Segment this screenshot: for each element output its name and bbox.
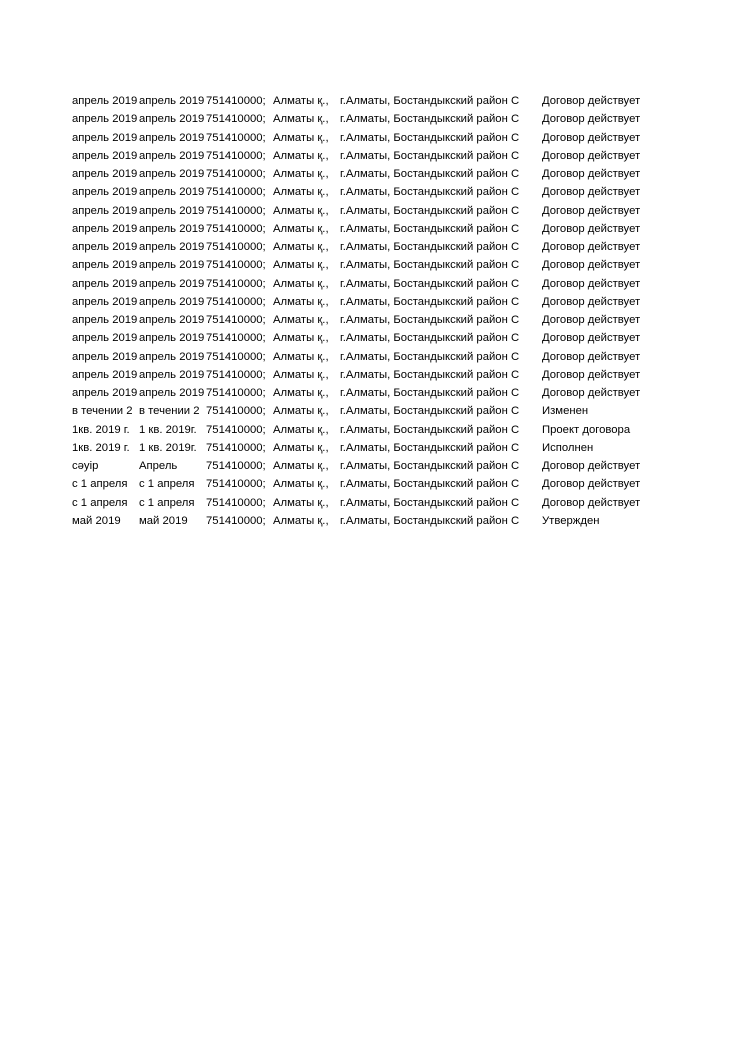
cell-period-ru: Апрель xyxy=(139,460,178,472)
table-row xyxy=(72,183,667,201)
cell-address: г.Алматы, Бостандыкский район С xyxy=(340,277,520,290)
cell-region: Алматы қ., xyxy=(273,460,329,472)
table-row xyxy=(72,147,667,165)
cell-code: 751410000; xyxy=(206,259,266,272)
cell-code: 751410000; xyxy=(206,149,266,162)
cell-region: Алматы қ., xyxy=(273,168,329,180)
cell-period: 1кв. 2019 г. xyxy=(72,441,130,454)
cell-region: Алматы қ., xyxy=(273,186,329,199)
cell-period: апрель 2019 xyxy=(72,113,138,126)
cell-period-ru: апрель 2019 xyxy=(139,168,205,180)
cell-region: Алматы қ., xyxy=(273,478,329,491)
table-row xyxy=(72,238,667,256)
cell-region: Алматы қ., xyxy=(273,241,329,253)
cell-region: Алматы қ., xyxy=(273,295,329,308)
cell-status: Исполнен xyxy=(542,441,594,454)
cell-period: апрель 2019 xyxy=(72,186,138,199)
cell-status: Договор действует xyxy=(542,314,641,326)
table-row xyxy=(72,202,667,220)
cell-code: 751410000; xyxy=(206,186,266,199)
cell-code: 751410000; xyxy=(206,332,266,345)
cell-period: апрель 2019 xyxy=(72,350,138,363)
table-row xyxy=(72,220,667,238)
cell-status: Утвержден xyxy=(542,514,600,527)
cell-status: Договор действует xyxy=(542,332,641,345)
cell-period: апрель 2019 xyxy=(72,332,138,345)
cell-status: Договор действует xyxy=(542,95,641,107)
cell-period: апрель 2019 xyxy=(72,277,138,290)
cell-status: Договор действует xyxy=(542,368,641,381)
cell-period-ru: апрель 2019 xyxy=(139,149,205,162)
cell-code: 751410000; xyxy=(206,496,266,509)
cell-code: 751410000; xyxy=(206,241,266,253)
cell-status: Договор действует xyxy=(542,460,641,472)
cell-status: Договор действует xyxy=(542,131,641,144)
cell-address: г.Алматы, Бостандыкский район С xyxy=(340,241,520,253)
cell-period: апрель 2019 xyxy=(72,314,138,326)
cell-period-ru: с 1 апреля xyxy=(139,478,195,491)
cell-period-ru: апрель 2019 xyxy=(139,131,205,144)
cell-code: 751410000; xyxy=(206,314,266,326)
cell-address: г.Алматы, Бостандыкский район С xyxy=(340,441,520,454)
cell-address: г.Алматы, Бостандыкский район С xyxy=(340,131,520,144)
cell-region: Алматы қ., xyxy=(273,423,329,436)
cell-address: г.Алматы, Бостандыкский район С xyxy=(340,95,520,107)
cell-period-ru: май 2019 xyxy=(139,514,188,527)
cell-status: Изменен xyxy=(542,405,589,418)
cell-code: 751410000; xyxy=(206,478,266,491)
cell-period: 1кв. 2019 г. xyxy=(72,423,130,436)
cell-period-ru: апрель 2019 xyxy=(139,204,205,217)
cell-address: г.Алматы, Бостандыкский район С xyxy=(340,368,520,381)
cell-address: г.Алматы, Бостандыкский район С xyxy=(340,514,520,527)
cell-status: Договор действует xyxy=(542,387,641,399)
table-row xyxy=(72,311,667,329)
table-row xyxy=(72,92,667,110)
cell-address: г.Алматы, Бостандыкский район С xyxy=(340,496,520,509)
cell-region: Алматы қ., xyxy=(273,514,329,527)
table-row xyxy=(72,402,667,420)
cell-address: г.Алматы, Бостандыкский район С xyxy=(340,405,520,418)
cell-period: апрель 2019 xyxy=(72,259,138,272)
cell-status: Проект договора xyxy=(542,423,631,436)
cell-status: Договор действует xyxy=(542,204,641,217)
cell-region: Алматы қ., xyxy=(273,149,329,162)
table-row xyxy=(72,165,667,183)
cell-period: в течении 2 xyxy=(72,405,133,418)
cell-region: Алматы қ., xyxy=(273,277,329,290)
cell-code: 751410000; xyxy=(206,350,266,363)
cell-period-ru: в течении 2 xyxy=(139,405,200,418)
table-row xyxy=(72,275,667,293)
cell-region: Алматы қ., xyxy=(273,332,329,345)
cell-address: г.Алматы, Бостандыкский район С xyxy=(340,259,520,272)
cell-period: апрель 2019 xyxy=(72,168,138,180)
cell-period-ru: апрель 2019 xyxy=(139,350,205,363)
cell-status: Договор действует xyxy=(542,496,641,509)
table-row xyxy=(72,329,667,347)
cell-region: Алматы қ., xyxy=(273,204,329,217)
table-row xyxy=(72,366,667,384)
table-row xyxy=(72,439,667,457)
cell-region: Алматы қ., xyxy=(273,368,329,381)
table-row xyxy=(72,494,667,512)
cell-region: Алматы қ., xyxy=(273,441,329,454)
cell-address: г.Алматы, Бостандыкский район С xyxy=(340,295,520,308)
cell-period: сәуір xyxy=(72,460,99,472)
cell-region: Алматы қ., xyxy=(273,496,329,509)
cell-period: с 1 апреля xyxy=(72,478,128,491)
cell-period-ru: апрель 2019 xyxy=(139,222,205,235)
cell-address: г.Алматы, Бостандыкский район С xyxy=(340,314,520,326)
table-row xyxy=(72,421,667,439)
cell-code: 751410000; xyxy=(206,387,266,399)
cell-period-ru: с 1 апреля xyxy=(139,496,195,509)
cell-address: г.Алматы, Бостандыкский район С xyxy=(340,204,520,217)
cell-period: апрель 2019 xyxy=(72,222,138,235)
cell-region: Алматы қ., xyxy=(273,387,329,399)
cell-status: Договор действует xyxy=(542,241,641,253)
cell-status: Договор действует xyxy=(542,113,641,126)
cell-region: Алматы қ., xyxy=(273,131,329,144)
cell-period: апрель 2019 xyxy=(72,368,138,381)
cell-code: 751410000; xyxy=(206,405,266,418)
cell-period: апрель 2019 xyxy=(72,241,138,253)
cell-period-ru: апрель 2019 xyxy=(139,314,205,326)
cell-address: г.Алматы, Бостандыкский район С xyxy=(340,168,520,180)
cell-period: апрель 2019 xyxy=(72,131,138,144)
table-row xyxy=(72,384,667,402)
cell-period-ru: апрель 2019 xyxy=(139,259,205,272)
cell-code: 751410000; xyxy=(206,204,266,217)
cell-period-ru: апрель 2019 xyxy=(139,241,205,253)
cell-code: 751410000; xyxy=(206,423,266,436)
table-row xyxy=(72,457,667,475)
cell-region: Алматы қ., xyxy=(273,95,329,107)
cell-code: 751410000; xyxy=(206,514,266,527)
cell-region: Алматы қ., xyxy=(273,314,329,326)
cell-code: 751410000; xyxy=(206,222,266,235)
table-row xyxy=(72,129,667,147)
table-row xyxy=(72,348,667,366)
cell-address: г.Алматы, Бостандыкский район С xyxy=(340,332,520,345)
cell-period-ru: апрель 2019 xyxy=(139,95,205,107)
cell-address: г.Алматы, Бостандыкский район С xyxy=(340,350,520,363)
cell-address: г.Алматы, Бостандыкский район С xyxy=(340,460,520,472)
cell-region: Алматы қ., xyxy=(273,113,329,126)
cell-region: Алматы қ., xyxy=(273,405,329,418)
cell-period-ru: апрель 2019 xyxy=(139,368,205,381)
cell-code: 751410000; xyxy=(206,168,266,180)
cell-address: г.Алматы, Бостандыкский район С xyxy=(340,423,520,436)
cell-period: май 2019 xyxy=(72,514,121,527)
cell-period: апрель 2019 xyxy=(72,204,138,217)
cell-status: Договор действует xyxy=(542,259,641,272)
cell-period-ru: апрель 2019 xyxy=(139,277,205,290)
cell-period: апрель 2019 xyxy=(72,95,138,107)
cell-code: 751410000; xyxy=(206,460,266,472)
cell-code: 751410000; xyxy=(206,295,266,308)
table-row xyxy=(72,475,667,493)
cell-period-ru: апрель 2019 xyxy=(139,295,205,308)
cell-period-ru: апрель 2019 xyxy=(139,113,205,126)
cell-address: г.Алматы, Бостандыкский район С xyxy=(340,222,520,235)
cell-status: Договор действует xyxy=(542,478,641,491)
cell-code: 751410000; xyxy=(206,95,266,107)
cell-period-ru: 1 кв. 2019г. xyxy=(139,423,197,436)
cell-period-ru: апрель 2019 xyxy=(139,387,205,399)
table-row xyxy=(72,256,667,274)
cell-code: 751410000; xyxy=(206,113,266,126)
cell-period: апрель 2019 xyxy=(72,387,138,399)
cell-status: Договор действует xyxy=(542,277,641,290)
cell-period: апрель 2019 xyxy=(72,295,138,308)
cell-address: г.Алматы, Бостандыкский район С xyxy=(340,186,520,199)
cell-address: г.Алматы, Бостандыкский район С xyxy=(340,149,520,162)
cell-status: Договор действует xyxy=(542,222,641,235)
cell-address: г.Алматы, Бостандыкский район С xyxy=(340,387,520,399)
cell-code: 751410000; xyxy=(206,441,266,454)
cell-code: 751410000; xyxy=(206,368,266,381)
table-row xyxy=(72,512,667,530)
table-row xyxy=(72,293,667,311)
cell-region: Алматы қ., xyxy=(273,222,329,235)
cell-status: Договор действует xyxy=(542,168,641,180)
cell-period: с 1 апреля xyxy=(72,496,128,509)
spreadsheet-rows xyxy=(72,92,667,530)
cell-period-ru: 1 кв. 2019г. xyxy=(139,441,197,454)
cell-status: Договор действует xyxy=(542,295,641,308)
cell-period-ru: апрель 2019 xyxy=(139,186,205,199)
cell-status: Договор действует xyxy=(542,186,641,199)
cell-region: Алматы қ., xyxy=(273,350,329,363)
cell-status: Договор действует xyxy=(542,350,641,363)
cell-status: Договор действует xyxy=(542,149,641,162)
cell-address: г.Алматы, Бостандыкский район С xyxy=(340,478,520,491)
cell-period-ru: апрель 2019 xyxy=(139,332,205,345)
cell-region: Алматы қ., xyxy=(273,259,329,272)
cell-code: 751410000; xyxy=(206,131,266,144)
cell-code: 751410000; xyxy=(206,277,266,290)
table-row xyxy=(72,110,667,128)
cell-period: апрель 2019 xyxy=(72,149,138,162)
cell-address: г.Алматы, Бостандыкский район С xyxy=(340,113,520,126)
